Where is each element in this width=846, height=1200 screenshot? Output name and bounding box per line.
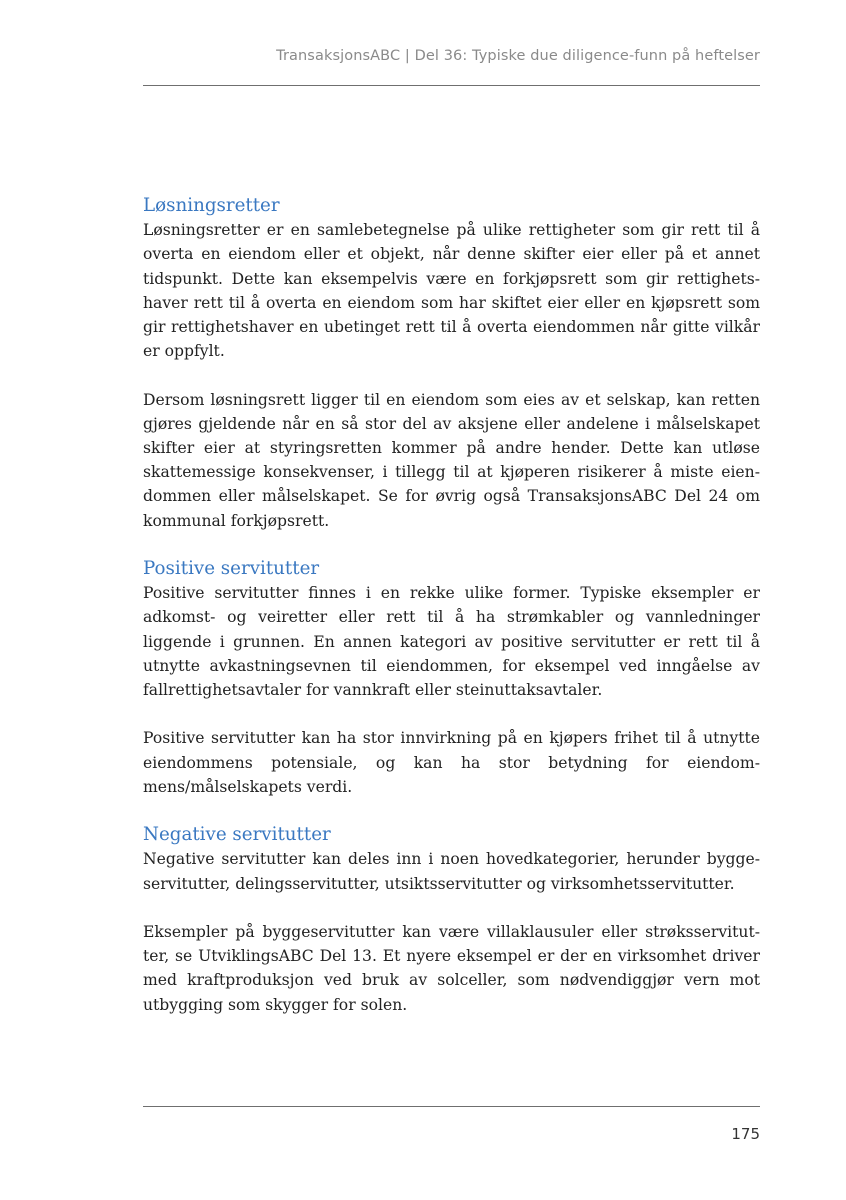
paragraph: Negative servitutter kan deles inn i noen hovedkategorier, herunder byggeservitutter, delingsservitutter, utsiktsservitutter og virksomhetsservitutter.	[143, 850, 760, 893]
section-title-negative-servitutter: Negative servitutter	[143, 824, 331, 846]
paragraph: Løsningsretter er en samlebetegnelse på ulike rettigheter som gir rett til å overta en eiendom eller et objekt, når denne skifter eier eller på et annet tidspunkt. Dette kan eksempelvis være en forkjøpsrett som gir rettighetshaver rett til å overta en eiendom som har skiftet eier eller en kjøpsrett som gir rettighetshaver en ubetinget rett til å overta eiendommen når gitte vilkår er oppfylt.	[143, 221, 760, 361]
page-number: 175	[731, 1125, 760, 1143]
header-divider	[143, 85, 760, 86]
running-header: TransaksjonsABC | Del 36: Typiske due diligence-funn på heftelser	[276, 48, 760, 64]
paragraph: Dersom løsningsrett ligger til en eiendom som eies av et selskap, kan retten gjøres gjeldende når en så stor del av aksjene eller andelene i målselskapet skifter eier at styringsretten kommer på andre hender. Dette kan utløse skattemessige konsekvenser, i tillegg til at kjøperen risikerer å miste eiendommen eller målselskapet. Se for øvrig også TransaksjonsABC Del 24 om kommunal forkjøpsrett.	[143, 390, 760, 530]
paragraph: Eksempler på byggeservitutter kan være villaklausuler eller strøksservitutter, se UtviklingsABC Del 13. Et nyere eksempel er der en virksomhet driver med kraftproduksjon ved bruk av solceller, som nødvendiggjør vern mot utbygging som skygger for solen.	[143, 923, 760, 1014]
section-title-positive-servitutter: Positive servitutter	[143, 558, 320, 580]
section-title-losningsretter: Løsningsretter	[143, 195, 280, 216]
paragraph: Positive servitutter kan ha stor innvirkning på en kjøpers frihet til å utnytte eiendommens potensiale, og kan ha stor betydning for eiendommens/målselskapets verdi.	[143, 729, 760, 796]
paragraph: Positive servitutter finnes i en rekke ulike former. Typiske eksempler er adkomst- og veiretter eller rett til å ha strømkabler og vannledninger liggende i grunnen. En annen kategori av positive servitutter er rett til å utnytte avkastningsevnen til eiendommen, for eksempel ved inngåelse av fallrettighetsavtaler for vannkraft eller steinuttaksavtaler.	[143, 584, 760, 700]
page-body	[143, 194, 760, 1017]
footer-divider	[143, 1106, 760, 1107]
